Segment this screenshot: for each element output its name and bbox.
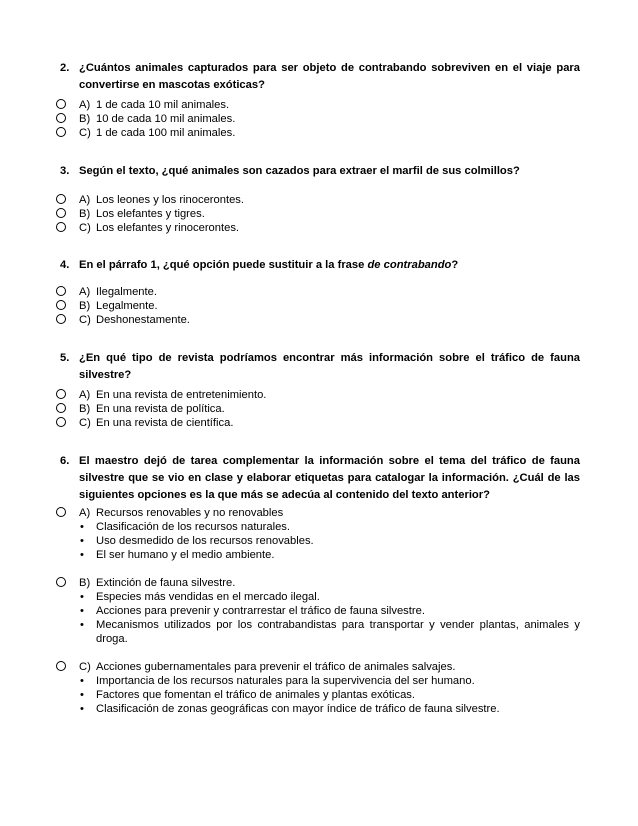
bullet-text: Factores que fomentan el tráfico de animales y plantas exóticas.	[96, 689, 416, 701]
bullet-text: Importancia de los recursos naturales para la supervivencia del ser humano.	[96, 675, 475, 687]
bullet-text: Acciones para prevenir y contrarrestar el tráfico de fauna silvestre.	[96, 605, 425, 617]
option-letter: B)	[79, 300, 91, 312]
option-letter: C)	[79, 314, 91, 326]
list-item	[0, 590, 638, 604]
radio-button-icon[interactable]	[56, 113, 66, 123]
bullet-icon: •	[80, 591, 84, 603]
radio-button-icon[interactable]	[56, 403, 66, 413]
option-b[interactable]	[0, 299, 638, 313]
option-letter: A)	[79, 99, 91, 111]
option-text: 1 de cada 10 mil animales.	[96, 99, 230, 111]
option-letter: C)	[79, 222, 91, 234]
bullet-icon: •	[80, 521, 84, 533]
radio-button-icon[interactable]	[56, 507, 66, 517]
question-text: El maestro dejó de tarea complementar la información sobre el tema del tráfico de fauna silvestre que se vio en clase y elaborar etiquetas para catalogar la información. ¿Cuál de las siguientes opciones es la que más se adecúa al contenido del texto anterior?	[79, 455, 580, 501]
question-text: Según el texto, ¿qué animales son cazados para extraer el marfil de sus colmillos?	[79, 165, 520, 177]
option-text: Ilegalmente.	[96, 286, 157, 298]
option-text: 10 de cada 10 mil animales.	[96, 113, 236, 125]
option-letter: C)	[79, 661, 91, 673]
radio-button-icon[interactable]	[56, 314, 66, 324]
list-item	[0, 688, 638, 702]
list-item	[0, 702, 638, 716]
bullet-text: Clasificación de zonas geográficas con mayor índice de tráfico de fauna silvestre.	[96, 703, 500, 715]
option-b[interactable]	[0, 402, 638, 416]
question-text: ¿Cuántos animales capturados para ser objeto de contrabando sobreviven en el viaje para convertirse en mascotas exóticas?	[79, 62, 580, 91]
question-text	[79, 257, 580, 274]
question-number: 2.	[60, 62, 70, 74]
radio-button-icon[interactable]	[56, 286, 66, 296]
list-item	[0, 618, 638, 646]
question-number: 6.	[60, 455, 70, 467]
option-text: Deshonestamente.	[96, 314, 190, 326]
question-number: 3.	[60, 165, 70, 177]
option-a[interactable]	[0, 285, 638, 299]
bullet-icon: •	[80, 535, 84, 547]
list-item	[0, 674, 638, 688]
bullet-icon: •	[80, 675, 84, 687]
option-a[interactable]	[0, 193, 638, 207]
option-c[interactable]	[0, 416, 638, 430]
bullet-text: Clasificación de los recursos naturales.	[96, 521, 291, 533]
bullet-icon: •	[80, 689, 84, 701]
question-number: 5.	[60, 352, 70, 364]
list-item	[0, 520, 638, 534]
option-text: Los elefantes y rinocerontes.	[96, 222, 240, 234]
option-c[interactable]	[0, 660, 638, 674]
bullet-icon: •	[80, 605, 84, 617]
option-letter: B)	[79, 403, 91, 415]
question-text-part: En el párrafo 1, ¿qué opción puede sustituir a la frase	[79, 259, 368, 271]
option-text: Los elefantes y tigres.	[96, 208, 205, 220]
option-c[interactable]	[0, 126, 638, 140]
option-text: En una revista de entretenimiento.	[96, 389, 267, 401]
option-b[interactable]	[0, 576, 638, 590]
radio-button-icon[interactable]	[56, 577, 66, 587]
option-letter: A)	[79, 286, 91, 298]
option-text: Los leones y los rinocerontes.	[96, 194, 245, 206]
option-letter: A)	[79, 389, 91, 401]
option-letter: A)	[79, 507, 91, 519]
option-text: Extinción de fauna silvestre.	[96, 577, 236, 589]
radio-button-icon[interactable]	[56, 389, 66, 399]
option-letter: C)	[79, 417, 91, 429]
bullet-text: Especies más vendidas en el mercado ilegal.	[96, 591, 320, 603]
option-c[interactable]	[0, 221, 638, 235]
radio-button-icon[interactable]	[56, 417, 66, 427]
option-letter: B)	[79, 113, 91, 125]
question-text-italic: de contrabando	[367, 259, 452, 271]
bullet-icon: •	[80, 549, 84, 561]
option-b[interactable]	[0, 112, 638, 126]
radio-button-icon[interactable]	[56, 661, 66, 671]
bullet-icon: •	[80, 619, 84, 631]
bullet-text: El ser humano y el medio ambiente.	[96, 549, 275, 561]
radio-button-icon[interactable]	[56, 208, 66, 218]
option-c[interactable]	[0, 313, 638, 327]
option-letter: B)	[79, 208, 91, 220]
option-text: Recursos renovables y no renovables	[96, 507, 284, 519]
option-text: Legalmente.	[96, 300, 158, 312]
option-text: Acciones gubernamentales para prevenir el tráfico de animales salvajes.	[96, 661, 456, 673]
radio-button-icon[interactable]	[56, 194, 66, 204]
bullet-text: Uso desmedido de los recursos renovables.	[96, 535, 314, 547]
list-item	[0, 534, 638, 548]
option-letter: B)	[79, 577, 91, 589]
radio-button-icon[interactable]	[56, 127, 66, 137]
question-number: 4.	[60, 259, 70, 271]
option-text: En una revista de política.	[96, 403, 225, 415]
option-a[interactable]	[0, 506, 638, 520]
radio-button-icon[interactable]	[56, 99, 66, 109]
option-text: En una revista de científica.	[96, 417, 234, 429]
option-b[interactable]	[0, 207, 638, 221]
question-text: ¿En qué tipo de revista podríamos encontrar más información sobre el tráfico de fauna silvestre?	[79, 352, 580, 381]
option-text: 1 de cada 100 mil animales.	[96, 127, 236, 139]
option-a[interactable]	[0, 388, 638, 402]
radio-button-icon[interactable]	[56, 222, 66, 232]
radio-button-icon[interactable]	[56, 300, 66, 310]
option-letter: C)	[79, 127, 91, 139]
bullet-text: Mecanismos utilizados por los contrabandistas para transportar y vender plantas, animales y droga.	[96, 619, 580, 645]
list-item	[0, 548, 638, 562]
option-a[interactable]	[0, 98, 638, 112]
option-letter: A)	[79, 194, 91, 206]
question-text-part: ?	[451, 259, 459, 271]
bullet-icon: •	[80, 703, 84, 715]
list-item	[0, 604, 638, 618]
